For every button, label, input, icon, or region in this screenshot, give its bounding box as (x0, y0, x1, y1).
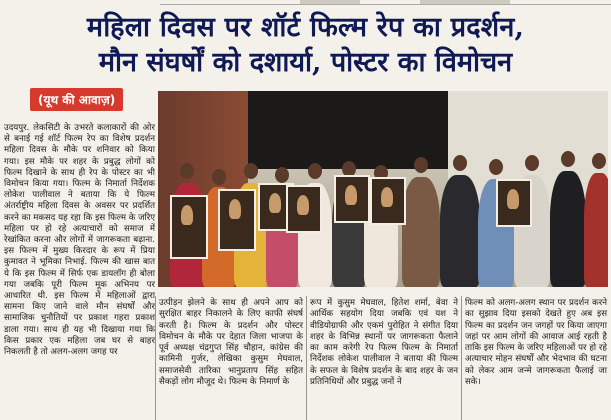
column-rule (155, 296, 156, 420)
headline (0, 14, 611, 76)
person-head (489, 159, 503, 175)
person-head (180, 163, 194, 179)
person (440, 175, 480, 287)
top-strip (0, 0, 611, 9)
person (584, 173, 608, 287)
film-poster (170, 195, 208, 259)
lede-column (4, 88, 155, 358)
person-head (525, 155, 539, 171)
body-column-2: रूप में कुसुम मेघवाल, हितेश शर्मा, बेवा ने आर्थिक सहयोग दिया जबकि एवं यश ने वीडियोग्राफी और एकमं पुरोहित ने संगीत दिया शहर के विभिन्न स्थानों पर जागरूकता फैलाने का काम करेगी रेप फिल्म फिल्म के निमार्ता निर्देशक लोकेश पालीवाल ने बताया की फिल्म के सफल के विशेष प्रदर्शन के बाद शहर के जन प्रतिनिधियों और प्रबुद्ध जनों ने (310, 298, 458, 388)
person-head (414, 157, 428, 173)
person-head (212, 169, 226, 185)
person (550, 171, 586, 287)
source-badge: (यूथ की आवाज़) (30, 88, 123, 111)
headline-line-2: मौन संघर्षों को दशार्या, पोस्टर का विमोचन (98, 47, 513, 78)
person-head (453, 155, 467, 171)
person-head (561, 151, 575, 167)
body-column-3: फिल्म को अलग-अलग स्थान पर प्रदर्शन करने का सुझाव दिया इसको देखते हुए अब इस फिल्म का प्रदर्शन जन जगहों पर किया जाएगा जहां पर आम लोगों की आवाज आई रहती है ताकि इस फिल्म के जरिए महिलाओं पर हो रहे अत्याचार मोहन संघर्षों और भेदभाव की घटना को लेकर आम जन्मे जागरूकता फैलाई जा सके। (465, 298, 607, 388)
film-poster (496, 179, 532, 227)
column-rule (461, 296, 462, 420)
headline-line-1: महिला दिवस पर शॉर्ट फिल्म रेप का प्रदर्शन, (86, 12, 525, 43)
film-poster (286, 185, 322, 233)
person (402, 177, 440, 287)
top-rule (160, 4, 611, 5)
film-poster (218, 189, 256, 251)
film-poster (334, 175, 370, 223)
body-column-1: उत्पीड़न झेलने के साथ ही अपने आप को सुरक्षित बाहर निकालने के लिए काफी संघर्ष करती है। फिल्म के प्रदर्शन और पोस्टर विमोचन के मौके पर देहात जिला भाजपा के पूर्व अध्यक्ष चंद्रगुप्त सिंह चौहान, कांग्रेस की कामिनी गुर्जर, लेखिका कुसुम मेघवाल, समाजसेवी तारिका भानुप्रताप सिंह सहित सैकड़ों लोग मौजूद थे। फिल्म के निमार्ण के (159, 298, 303, 388)
film-poster (370, 177, 406, 225)
column-rule (306, 296, 307, 420)
person-head (275, 167, 289, 183)
person-head (308, 163, 322, 179)
event-photo (158, 91, 608, 287)
person-head (244, 163, 258, 179)
person-head (592, 153, 606, 169)
lede-text: उदयपुर. लेकसिटी के उभरते कलाकारों की ओर से बनाई गई शॉर्ट फिल्म रेप का विशेष प्रदर्शन महिला दिवस के मौके पर शनिवार को किया गया। इस मौके पर शहर के प्रबुद्ध लोगों को फिल्म दिखाने के साथ ही रेप के पोस्टर का भी विमोचन किया गया। फिल्म के निमार्ता निर्देशक लोकेश पालीवाल ने बताया कि ये फिल्म अंतर्राष्ट्रीय महिला दिवस के अवसर पर प्रदर्शित करने का मकसद यह रहा कि इस फिल्म के जरिए महिला पर हो रहे अत्याचारों को समाज में रेखांकित करना और लोगों में जागरूकता बढ़ाना. इस फिल्म में मुख्य किरदार के रूप में प्रिया कुमावत ने भूमिका निभाई. फिल्म की खास बात ये कि इस फिल्म में सिर्फ एक डायलॉग ही बोला गया जबकि पूरी फिल्म मूक अभिनय पर आधारित थी. इस फिल्म में महिलाओं द्वारा सामना किए जाने वाले मौन संघर्षों और सामाजिक चुनौतियों पर प्रकाश गहरा प्रकाश डाला गया। साथ ही यह भी दिखाया गया कि किस प्रकार एक महिला जब घर से बाहर निकलती है तो अलग-अलग जगह पर (4, 123, 155, 358)
